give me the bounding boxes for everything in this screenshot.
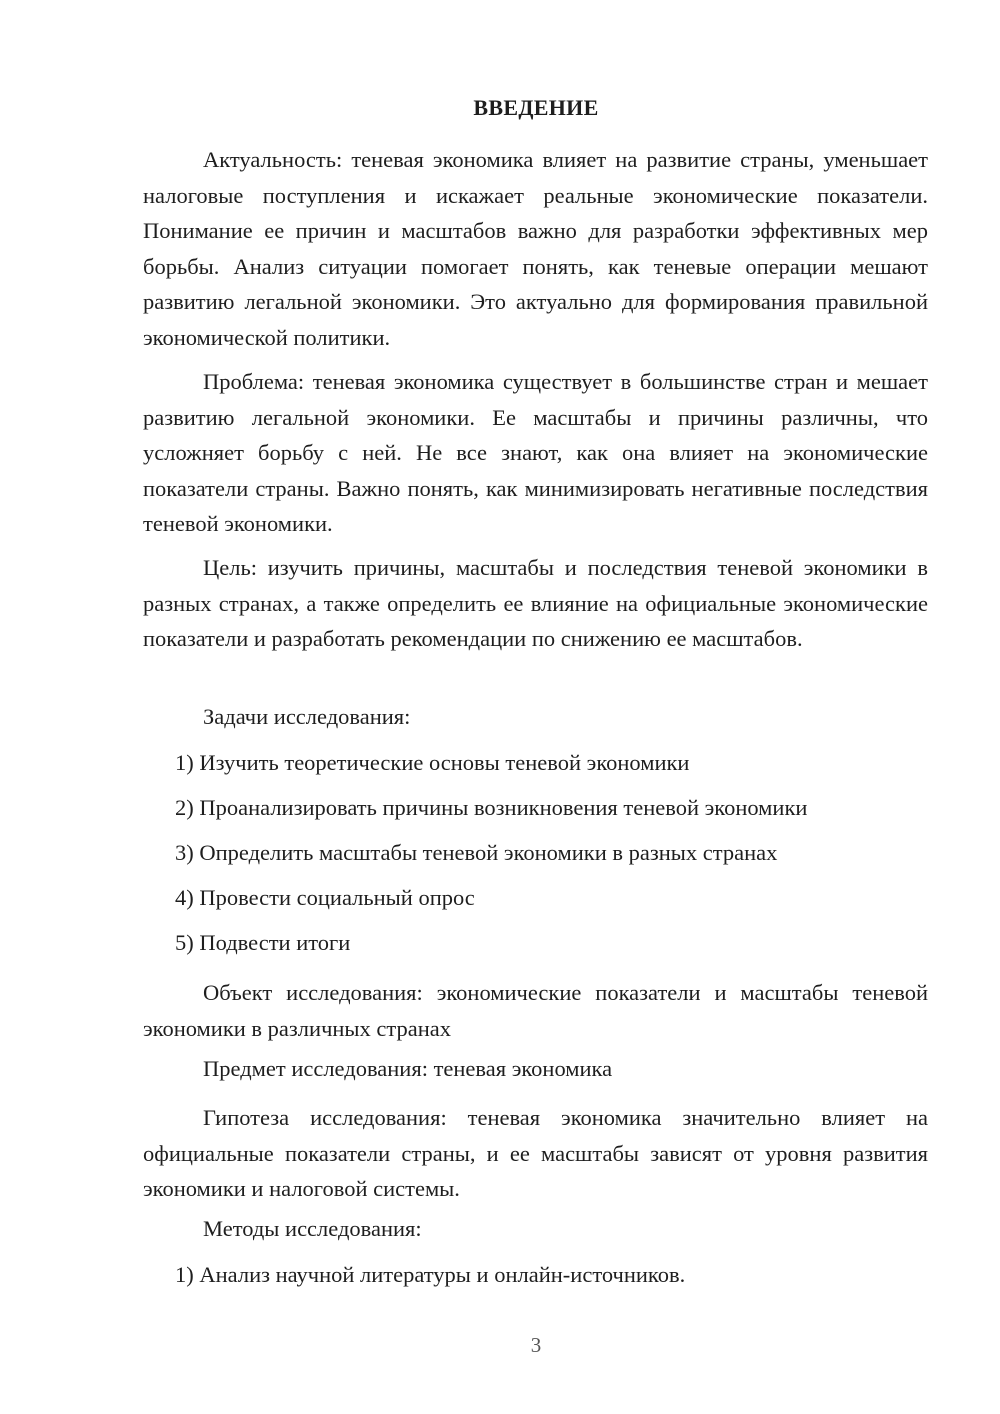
- section-heading: ВВЕДЕНИЕ: [473, 95, 599, 120]
- methods-heading: Методы исследования:: [203, 1216, 422, 1241]
- problem-paragraph: Проблема: теневая экономика существует в большинстве стран и мешает развитию легальной экономики. Ее масштабы и причины различны, что усложняет борьбу с ней. Не все знают, как она влияет на экономические показатели страны. Важно понять, как минимизировать негативные последствия теневой экономики.: [143, 369, 928, 536]
- task-item: 3) Определить масштабы теневой экономики в разных странах: [175, 840, 778, 865]
- task-item: 1) Изучить теоретические основы теневой экономики: [175, 750, 690, 775]
- tasks-heading: Задачи исследования:: [203, 704, 411, 729]
- subject-paragraph: Предмет исследования: теневая экономика: [203, 1056, 613, 1081]
- task-item: 2) Проанализировать причины возникновения теневой экономики: [175, 795, 808, 820]
- relevance-paragraph: Актуальность: теневая экономика влияет на развитие страны, уменьшает налоговые поступления и искажает реальные экономические показатели. Понимание ее причин и масштабов важно для разработки эффективных мер борьбы. Анализ ситуации помогает понять, как теневые операции мешают развитию легальной экономики. Это актуально для формирования правильной экономической политики.: [143, 147, 928, 350]
- object-paragraph: Объект исследования: экономические показатели и масштабы теневой экономики в различных странах: [143, 980, 928, 1041]
- hypothesis-paragraph: Гипотеза исследования: теневая экономика значительно влияет на официальные показатели страны, и ее масштабы зависят от уровня развития экономики и налоговой системы.: [143, 1105, 928, 1201]
- page-number: 3: [530, 1333, 542, 1357]
- task-item: 4) Провести социальный опрос: [175, 885, 475, 910]
- task-item: 5) Подвести итоги: [175, 930, 351, 955]
- method-item: 1) Анализ научной литературы и онлайн-источников.: [175, 1262, 686, 1287]
- goal-paragraph: Цель: изучить причины, масштабы и последствия теневой экономики в разных странах, а также определить ее влияние на официальные экономические показатели и разработать рекомендации по снижению ее масштабов.: [143, 555, 928, 651]
